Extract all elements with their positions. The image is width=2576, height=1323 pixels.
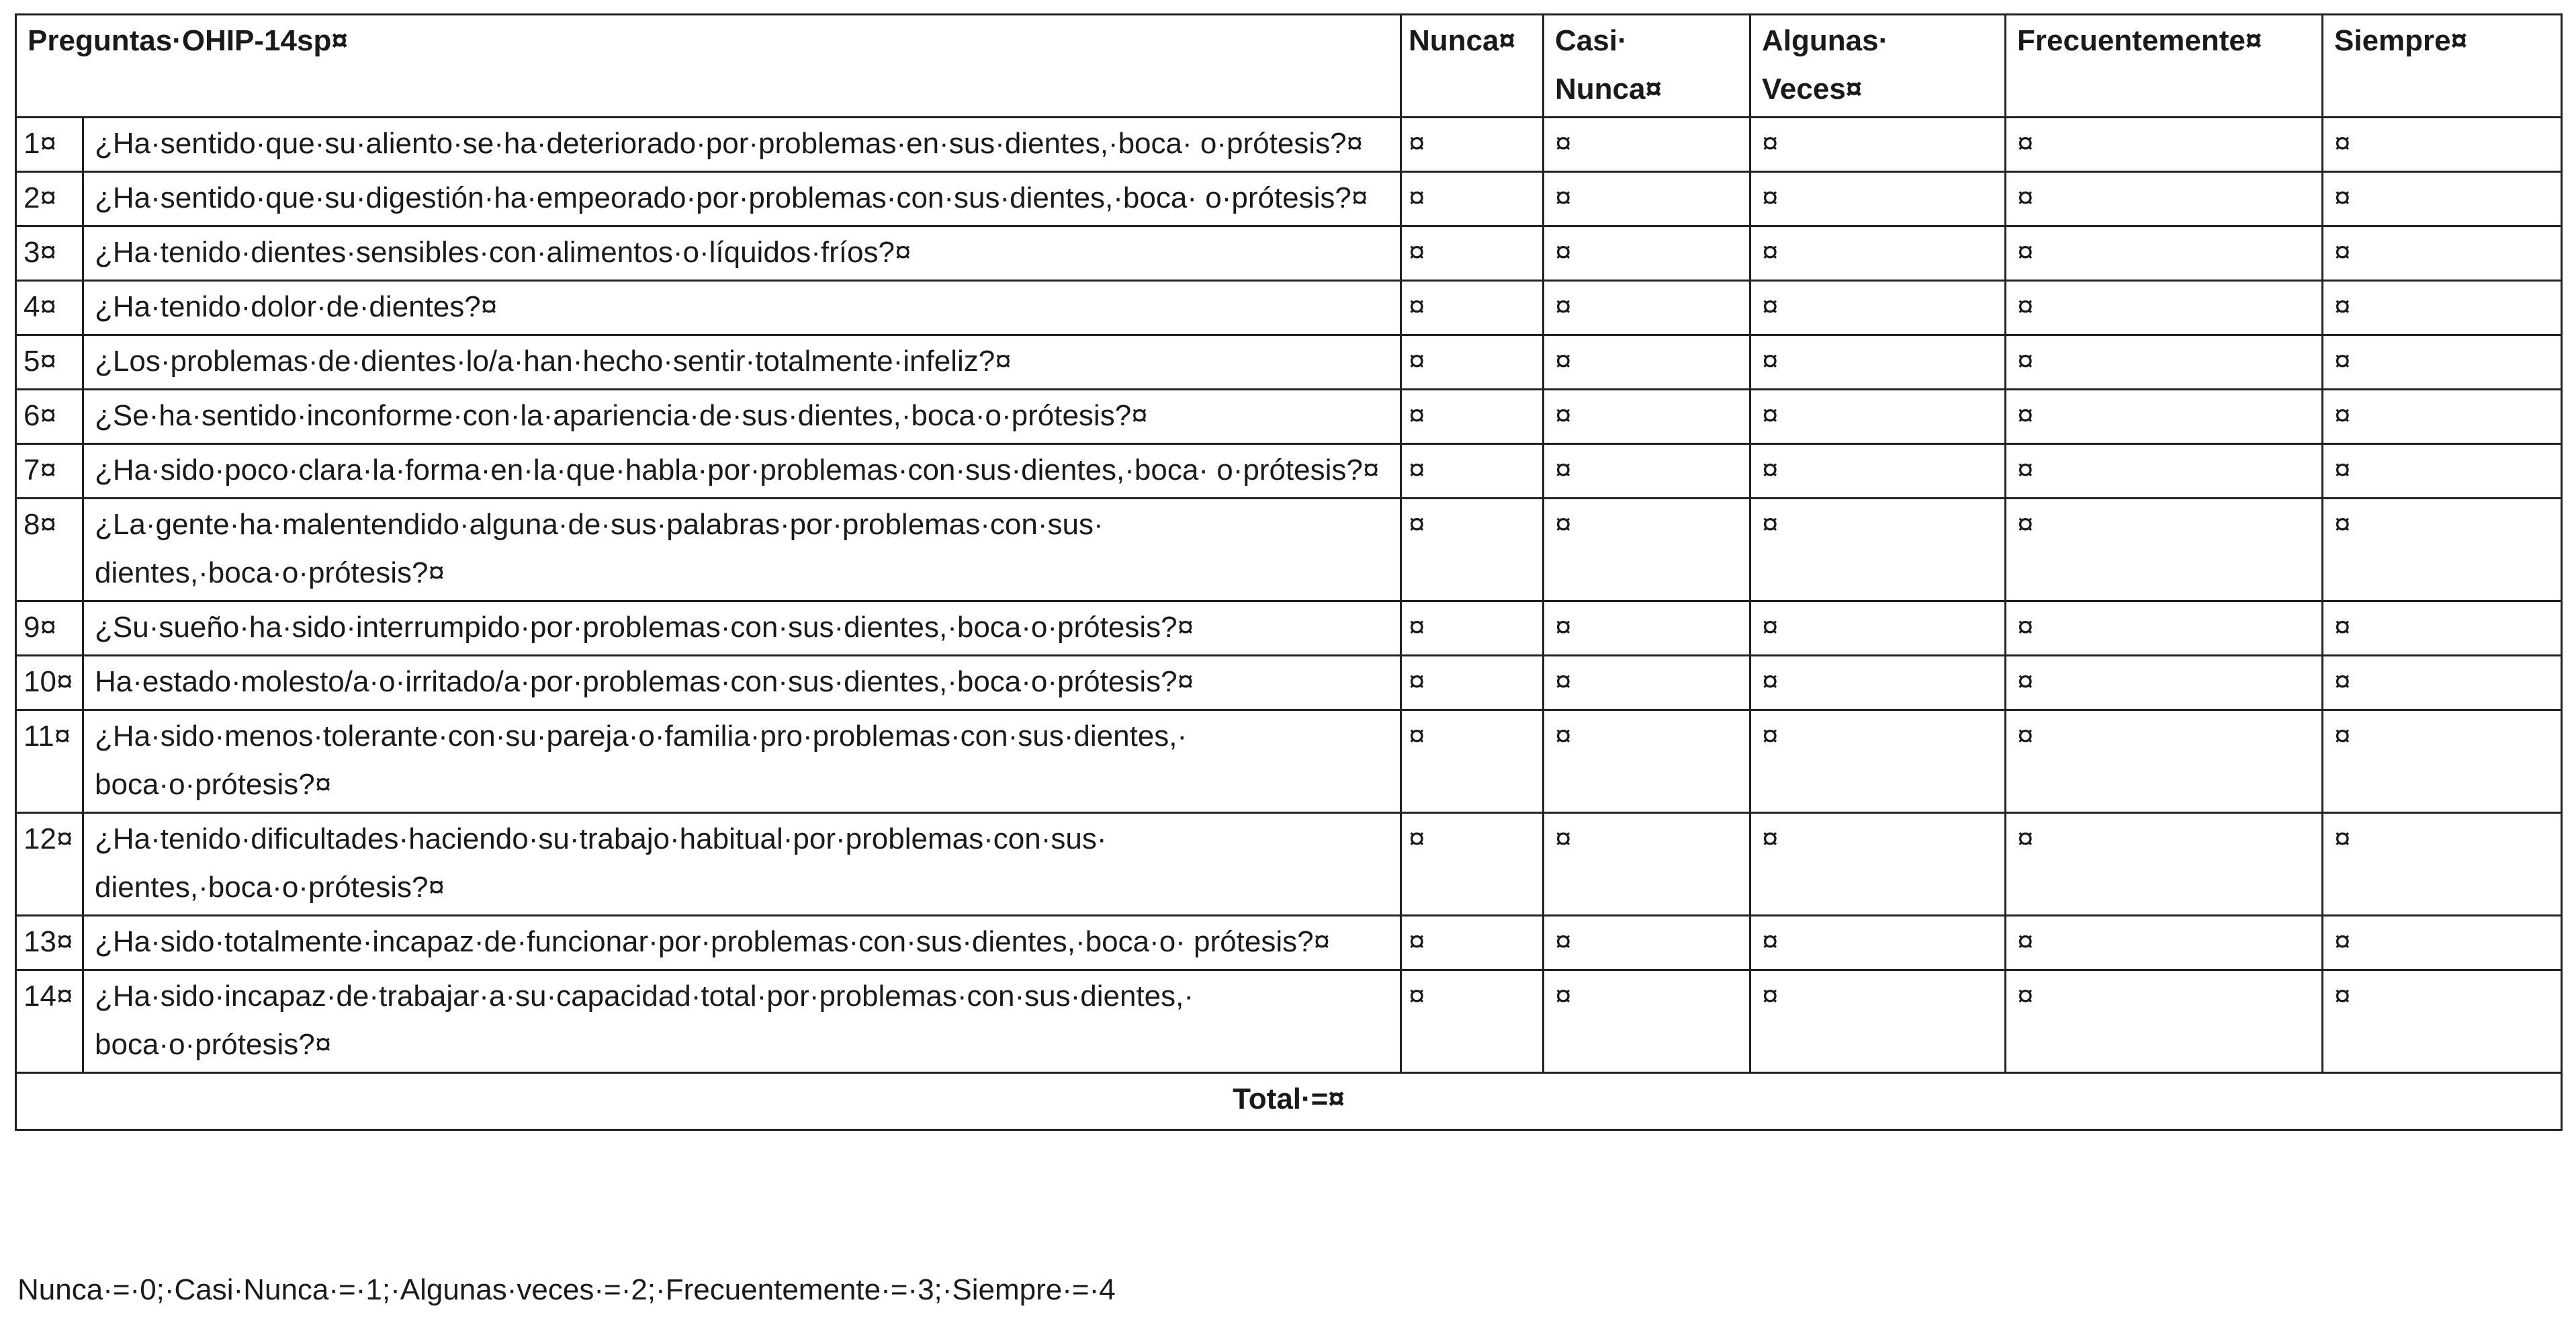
- cell-end-mark: ¤: [2334, 290, 2351, 323]
- cell-end-mark: ¤: [1762, 181, 1779, 214]
- cell-end-mark: ¤: [2017, 399, 2034, 432]
- cell-end-mark: ¤: [1409, 290, 1425, 323]
- cell-end-mark: ¤: [2017, 665, 2034, 698]
- cell-end-mark: ¤: [1555, 925, 1572, 958]
- answer-cell-frecuentemente[interactable]: [2006, 444, 2323, 499]
- question-number: 12¤: [16, 813, 83, 916]
- question-text: ¿Los·problemas·de·dientes·lo/a·han·hecho·sentir·totalmente·infeliz?¤: [83, 335, 1401, 390]
- answer-cell-casi-nunca[interactable]: [1544, 656, 1750, 710]
- answer-cell-nunca[interactable]: [1401, 281, 1544, 335]
- question-text: ¿Ha·sido·poco·clara·la·forma·en·la·que·habla·por·problemas·con·sus·dientes,·boca· o·prótesis?¤: [83, 444, 1401, 499]
- cell-end-mark: ¤: [1555, 399, 1572, 432]
- cell-end-mark: ¤: [1762, 822, 1779, 855]
- answer-cell-frecuentemente[interactable]: [2006, 335, 2323, 390]
- cell-end-mark: ¤: [1762, 665, 1779, 698]
- total-row: [16, 1073, 2562, 1130]
- cell-end-mark: ¤: [1762, 508, 1779, 541]
- table-row: [16, 335, 2562, 390]
- answer-cell-frecuentemente[interactable]: [2006, 499, 2323, 601]
- question-rows: [16, 118, 2562, 1073]
- answer-cell-algunas-veces[interactable]: [1750, 172, 2006, 226]
- cell-end-mark: ¤: [2334, 399, 2351, 432]
- answer-cell-casi-nunca[interactable]: [1544, 281, 1750, 335]
- answer-cell-frecuentemente[interactable]: [2006, 813, 2323, 916]
- table-row: [16, 444, 2562, 499]
- cell-end-mark: ¤: [1555, 822, 1572, 855]
- header-questions: Preguntas·OHIP-14sp¤: [16, 15, 1401, 118]
- cell-end-mark: ¤: [1409, 611, 1425, 644]
- cell-end-mark: ¤: [2334, 665, 2351, 698]
- question-number: 11¤: [16, 710, 83, 813]
- cell-end-mark: ¤: [1409, 665, 1425, 698]
- question-text: ¿Se·ha·sentido·inconforme·con·la·apariencia·de·sus·dientes,·boca·o·prótesis?¤: [83, 390, 1401, 444]
- question-text: ¿La·gente·ha·malentendido·alguna·de·sus·palabras·por·problemas·con·sus· dientes,·boca·o·prótesis?¤: [83, 499, 1401, 601]
- cell-end-mark: ¤: [1555, 665, 1572, 698]
- question-number: 8¤: [16, 499, 83, 601]
- cell-end-mark: ¤: [1555, 454, 1572, 486]
- question-number: 9¤: [16, 601, 83, 656]
- cell-end-mark: ¤: [1555, 345, 1572, 378]
- cell-end-mark: ¤: [2334, 925, 2351, 958]
- question-text: ¿Ha·sido·menos·tolerante·con·su·pareja·o·familia·pro·problemas·con·sus·dientes,· boca·o·prótesis?¤: [83, 710, 1401, 813]
- table-row: [16, 916, 2562, 970]
- answer-cell-algunas-veces[interactable]: [1750, 813, 2006, 916]
- answer-cell-casi-nunca[interactable]: [1544, 710, 1750, 813]
- cell-end-mark: ¤: [2334, 822, 2351, 855]
- table-row: [16, 390, 2562, 444]
- question-number: 10¤: [16, 656, 83, 710]
- cell-end-mark: ¤: [1555, 236, 1572, 269]
- cell-end-mark: ¤: [2334, 454, 2351, 486]
- question-text: Ha·estado·molesto/a·o·irritado/a·por·problemas·con·sus·dientes,·boca·o·prótesis?¤: [83, 656, 1401, 710]
- cell-end-mark: ¤: [1762, 720, 1779, 753]
- cell-end-mark: ¤: [1409, 980, 1425, 1013]
- answer-cell-algunas-veces[interactable]: [1750, 226, 2006, 281]
- cell-end-mark: ¤: [2017, 236, 2034, 269]
- answer-cell-algunas-veces[interactable]: [1750, 335, 2006, 390]
- answer-cell-frecuentemente[interactable]: [2006, 226, 2323, 281]
- answer-cell-siempre[interactable]: [2323, 172, 2562, 226]
- question-number: 4¤: [16, 281, 83, 335]
- question-text: ¿Ha·sentido·que·su·digestión·ha·empeorado·por·problemas·con·sus·dientes,·boca· o·prótesis?¤: [83, 172, 1401, 226]
- answer-cell-casi-nunca[interactable]: [1544, 390, 1750, 444]
- answer-cell-algunas-veces[interactable]: [1750, 390, 2006, 444]
- answer-cell-siempre[interactable]: [2323, 499, 2562, 601]
- cell-end-mark: ¤: [1409, 454, 1425, 486]
- question-number: 13¤: [16, 916, 83, 970]
- answer-cell-nunca[interactable]: [1401, 444, 1544, 499]
- answer-cell-siempre[interactable]: [2323, 335, 2562, 390]
- answer-cell-frecuentemente[interactable]: [2006, 916, 2323, 970]
- table-row: [16, 226, 2562, 281]
- answer-cell-casi-nunca[interactable]: [1544, 335, 1750, 390]
- total-cell: Total·=¤: [16, 1073, 2562, 1130]
- answer-cell-frecuentemente[interactable]: [2006, 970, 2323, 1073]
- answer-cell-siempre[interactable]: [2323, 118, 2562, 172]
- answer-cell-siempre[interactable]: [2323, 656, 2562, 710]
- question-text: ¿Ha·tenido·dientes·sensibles·con·alimentos·o·líquidos·fríos?¤: [83, 226, 1401, 281]
- answer-cell-casi-nunca[interactable]: [1544, 916, 1750, 970]
- answer-cell-siempre[interactable]: [2323, 970, 2562, 1073]
- answer-cell-frecuentemente[interactable]: [2006, 390, 2323, 444]
- cell-end-mark: ¤: [2017, 508, 2034, 541]
- header-nunca: Nunca¤: [1401, 15, 1544, 118]
- answer-cell-frecuentemente[interactable]: [2006, 118, 2323, 172]
- cell-end-mark: ¤: [2017, 925, 2034, 958]
- scoring-legend: Nunca·=·0;·Casi·Nunca·=·1;·Algunas·veces·=·2;·Frecuentemente·=·3;·Siempre·=·4: [17, 1273, 1116, 1306]
- table-row: [16, 281, 2562, 335]
- cell-end-mark: ¤: [1409, 720, 1425, 753]
- cell-end-mark: ¤: [1409, 236, 1425, 269]
- answer-cell-casi-nunca[interactable]: [1544, 601, 1750, 656]
- table-row: [16, 172, 2562, 226]
- answer-cell-siempre[interactable]: [2323, 601, 2562, 656]
- cell-end-mark: ¤: [1555, 508, 1572, 541]
- question-number: 6¤: [16, 390, 83, 444]
- question-number: 3¤: [16, 226, 83, 281]
- cell-end-mark: ¤: [1762, 454, 1779, 486]
- answer-cell-algunas-veces[interactable]: [1750, 656, 2006, 710]
- cell-end-mark: ¤: [2017, 345, 2034, 378]
- question-number: 14¤: [16, 970, 83, 1073]
- cell-end-mark: ¤: [2017, 822, 2034, 855]
- header-algunas-veces: Algunas· Veces¤: [1750, 15, 2006, 118]
- answer-cell-algunas-veces[interactable]: [1750, 444, 2006, 499]
- answer-cell-nunca[interactable]: [1401, 335, 1544, 390]
- cell-end-mark: ¤: [1555, 980, 1572, 1013]
- cell-end-mark: ¤: [1762, 399, 1779, 432]
- answer-cell-frecuentemente[interactable]: [2006, 656, 2323, 710]
- cell-end-mark: ¤: [1555, 290, 1572, 323]
- cell-end-mark: ¤: [2334, 508, 2351, 541]
- cell-end-mark: ¤: [2017, 980, 2034, 1013]
- answer-cell-nunca[interactable]: [1401, 172, 1544, 226]
- question-text: ¿Ha·tenido·dificultades·haciendo·su·trabajo·habitual·por·problemas·con·sus· dientes,·boca·o·prótesis?¤: [83, 813, 1401, 916]
- cell-end-mark: ¤: [1762, 925, 1779, 958]
- cell-end-mark: ¤: [2017, 720, 2034, 753]
- table-header-row: [16, 15, 2562, 118]
- answer-cell-algunas-veces[interactable]: [1750, 601, 2006, 656]
- ohip-14sp-table: [15, 13, 2563, 1131]
- cell-end-mark: ¤: [1555, 127, 1572, 160]
- table-row: [16, 118, 2562, 172]
- header-casi-nunca: Casi· Nunca¤: [1544, 15, 1750, 118]
- cell-end-mark: ¤: [2334, 345, 2351, 378]
- answer-cell-siempre[interactable]: [2323, 281, 2562, 335]
- answer-cell-algunas-veces[interactable]: [1750, 710, 2006, 813]
- answer-cell-nunca[interactable]: [1401, 710, 1544, 813]
- answer-cell-frecuentemente[interactable]: [2006, 281, 2323, 335]
- cell-end-mark: ¤: [1762, 127, 1779, 160]
- cell-end-mark: ¤: [2017, 611, 2034, 644]
- cell-end-mark: ¤: [1409, 925, 1425, 958]
- cell-end-mark: ¤: [2334, 127, 2351, 160]
- table-row: [16, 813, 2562, 916]
- answer-cell-nunca[interactable]: [1401, 499, 1544, 601]
- cell-end-mark: ¤: [1555, 720, 1572, 753]
- answer-cell-casi-nunca[interactable]: [1544, 226, 1750, 281]
- answer-cell-nunca[interactable]: [1401, 813, 1544, 916]
- cell-end-mark: ¤: [2017, 127, 2034, 160]
- cell-end-mark: ¤: [1555, 611, 1572, 644]
- cell-end-mark: ¤: [2017, 454, 2034, 486]
- cell-end-mark: ¤: [1409, 508, 1425, 541]
- cell-end-mark: ¤: [1409, 345, 1425, 378]
- cell-end-mark: ¤: [1762, 290, 1779, 323]
- answer-cell-nunca[interactable]: [1401, 601, 1544, 656]
- answer-cell-nunca[interactable]: [1401, 118, 1544, 172]
- question-text: ¿Ha·sido·incapaz·de·trabajar·a·su·capacidad·total·por·problemas·con·sus·dientes,· boca·o·prótesis?¤: [83, 970, 1401, 1073]
- table-row: [16, 970, 2562, 1073]
- cell-end-mark: ¤: [2017, 181, 2034, 214]
- answer-cell-siempre[interactable]: [2323, 444, 2562, 499]
- answer-cell-casi-nunca[interactable]: [1544, 118, 1750, 172]
- answer-cell-casi-nunca[interactable]: [1544, 813, 1750, 916]
- header-siempre: Siempre¤: [2323, 15, 2562, 118]
- answer-cell-algunas-veces[interactable]: [1750, 970, 2006, 1073]
- question-text: ¿Su·sueño·ha·sido·interrumpido·por·problemas·con·sus·dientes,·boca·o·prótesis?¤: [83, 601, 1401, 656]
- answer-cell-siempre[interactable]: [2323, 916, 2562, 970]
- question-number: 2¤: [16, 172, 83, 226]
- cell-end-mark: ¤: [1409, 181, 1425, 214]
- cell-end-mark: ¤: [1762, 236, 1779, 269]
- question-number: 1¤: [16, 118, 83, 172]
- answer-cell-siempre[interactable]: [2323, 710, 2562, 813]
- header-frecuentemente: Frecuentemente¤: [2006, 15, 2323, 118]
- answer-cell-nunca[interactable]: [1401, 970, 1544, 1073]
- question-number: 5¤: [16, 335, 83, 390]
- table-row: [16, 499, 2562, 601]
- cell-end-mark: ¤: [1762, 980, 1779, 1013]
- answer-cell-algunas-veces[interactable]: [1750, 499, 2006, 601]
- cell-end-mark: ¤: [2334, 181, 2351, 214]
- cell-end-mark: ¤: [2017, 290, 2034, 323]
- cell-end-mark: ¤: [1409, 822, 1425, 855]
- answer-cell-siempre[interactable]: [2323, 226, 2562, 281]
- cell-end-mark: ¤: [1409, 127, 1425, 160]
- question-number: 7¤: [16, 444, 83, 499]
- answer-cell-siempre[interactable]: [2323, 390, 2562, 444]
- question-text: ¿Ha·tenido·dolor·de·dientes?¤: [83, 281, 1401, 335]
- cell-end-mark: ¤: [2334, 980, 2351, 1013]
- answer-cell-frecuentemente[interactable]: [2006, 710, 2323, 813]
- answer-cell-frecuentemente[interactable]: [2006, 601, 2323, 656]
- answer-cell-nunca[interactable]: [1401, 916, 1544, 970]
- table-row: [16, 710, 2562, 813]
- answer-cell-casi-nunca[interactable]: [1544, 172, 1750, 226]
- answer-cell-nunca[interactable]: [1401, 390, 1544, 444]
- answer-cell-casi-nunca[interactable]: [1544, 970, 1750, 1073]
- answer-cell-algunas-veces[interactable]: [1750, 916, 2006, 970]
- cell-end-mark: ¤: [2334, 236, 2351, 269]
- answer-cell-nunca[interactable]: [1401, 226, 1544, 281]
- answer-cell-algunas-veces[interactable]: [1750, 118, 2006, 172]
- cell-end-mark: ¤: [1555, 181, 1572, 214]
- cell-end-mark: ¤: [1409, 399, 1425, 432]
- cell-end-mark: ¤: [2334, 611, 2351, 644]
- answer-cell-casi-nunca[interactable]: [1544, 499, 1750, 601]
- question-text: ¿Ha·sentido·que·su·aliento·se·ha·deteriorado·por·problemas·en·sus·dientes,·boca· o·prótesis?¤: [83, 118, 1401, 172]
- answer-cell-frecuentemente[interactable]: [2006, 172, 2323, 226]
- question-text: ¿Ha·sido·totalmente·incapaz·de·funcionar·por·problemas·con·sus·dientes,·boca·o· prótesis?¤: [83, 916, 1401, 970]
- answer-cell-nunca[interactable]: [1401, 656, 1544, 710]
- answer-cell-casi-nunca[interactable]: [1544, 444, 1750, 499]
- answer-cell-algunas-veces[interactable]: [1750, 281, 2006, 335]
- cell-end-mark: ¤: [2334, 720, 2351, 753]
- cell-end-mark: ¤: [1762, 345, 1779, 378]
- table-row: [16, 601, 2562, 656]
- answer-cell-siempre[interactable]: [2323, 813, 2562, 916]
- table-row: [16, 656, 2562, 710]
- cell-end-mark: ¤: [1762, 611, 1779, 644]
